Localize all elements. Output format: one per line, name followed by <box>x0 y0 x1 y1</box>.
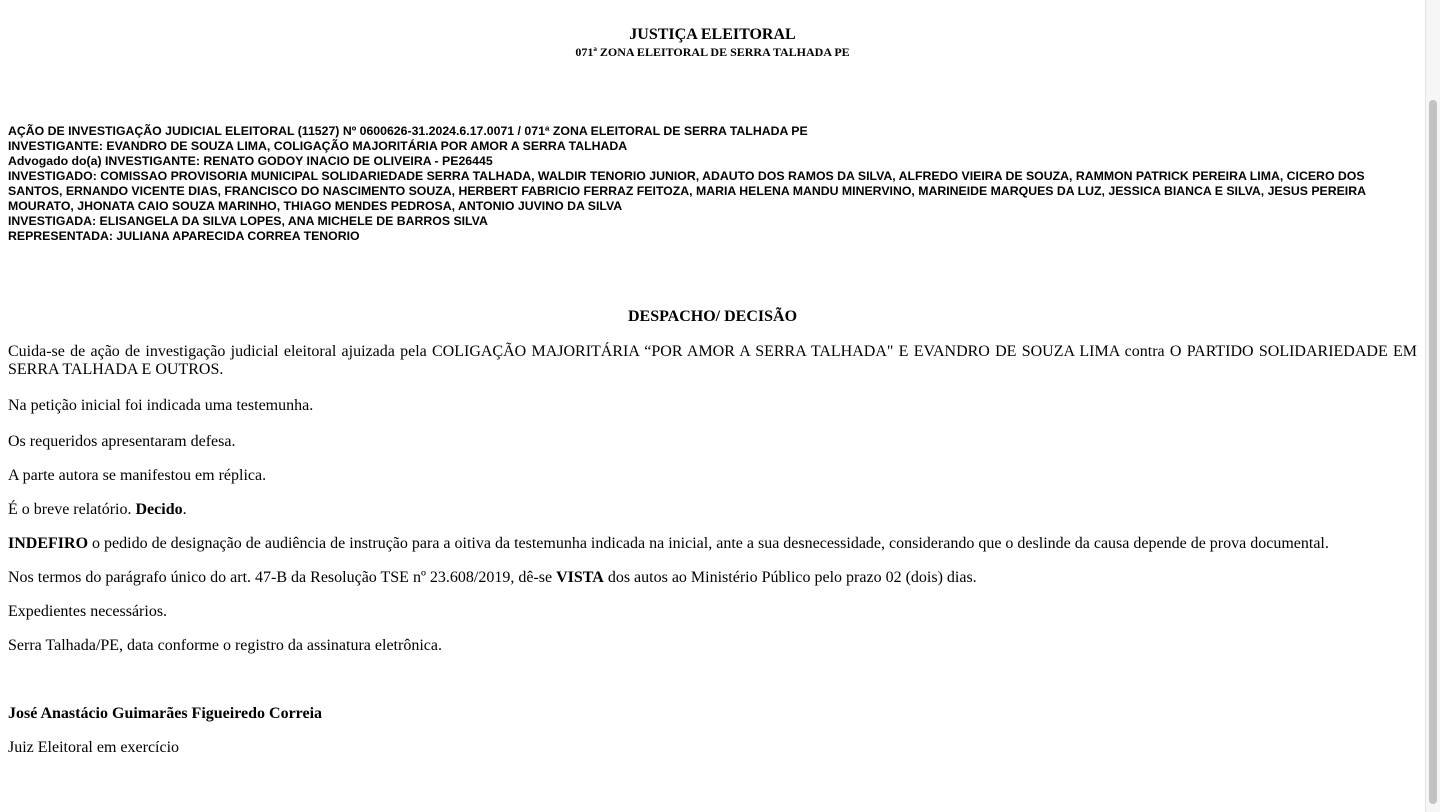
paragraph-witness: Na petição inicial foi indicada uma testemunha. <box>8 397 314 414</box>
plaintiff-lawyer: Advogado do(a) INVESTIGANTE: RENATO GODOY INACIO DE OLIVEIRA - PE26445 <box>8 154 493 168</box>
defendants-female: INVESTIGADA: ELISANGELA DA SILVA LOPES, ANA MICHELE DE BARROS SILVA <box>8 214 488 228</box>
paragraph-intro: Cuida-se de ação de investigação judicial eleitoral ajuizada pela COLIGAÇÃO MAJORITÁRIA “POR AMOR A SERRA TALHADA" E EVANDRO DE SOUZA LIMA contra O PARTIDO SOLIDARIEDADE EM SERRA TALHADA E OUTROS. <box>8 343 1417 378</box>
vista-bold: VISTA <box>556 569 604 586</box>
paragraph-place-date: Serra Talhada/PE, data conforme o registro da assinatura eletrônica. <box>8 637 442 654</box>
document-body <box>0 343 1425 757</box>
decido-bold: Decido <box>135 501 183 518</box>
defendants: INVESTIGADO: COMISSAO PROVISORIA MUNICIPAL SOLIDARIEDADE SERRA TALHADA, WALDIR TENORIO JUNIOR, ADAUTO DOS RAMOS DA SILVA, ALFREDO VIEIRA DE SOUZA, RAMMON PATRICK PEREIRA LIMA, CICERO DOS SANTOS, ERNANDO VICENTE DIAS, FRANCISCO DO NASCIMENTO SOUZA, HERBERT FABRICIO FERRAZ FEITOZA, MARIA HELENA MANDU MINERVINO, MARINEIDE MARQUES DA LUZ, JESSICA BIANCA E SILVA, JESUS PEREIRA MOURATO, JHONATA CAIO SOUZA MARINHO, THIAGO MENDES PEDROSA, ANTONIO JUVINO DA SILVA <box>8 169 1366 213</box>
court-name: JUSTIÇA ELEITORAL <box>629 26 796 43</box>
plaintiff: INVESTIGANTE: EVANDRO DE SOUZA LIMA, COLIGAÇÃO MAJORITÁRIA POR AMOR A SERRA TALHADA <box>8 139 628 153</box>
signature-name: José Anastácio Guimarães Figueiredo Correia <box>8 705 323 722</box>
indefiro-bold: INDEFIRO <box>8 535 89 552</box>
case-info <box>0 124 1425 244</box>
case-number: AÇÃO DE INVESTIGAÇÃO JUDICIAL ELEITORAL (11527) Nº 0600626-31.2024.6.17.0071 / 071ª ZONA ELEITORAL DE SERRA TALHADA PE <box>8 124 808 138</box>
document-title: DESPACHO/ DECISÃO <box>627 308 798 325</box>
scrollbar-thumb[interactable] <box>1429 100 1437 804</box>
paragraph-vista: Nos termos do parágrafo único do art. 47-B da Resolução TSE nº 23.608/2019, dê-se VISTA dos autos ao Ministério Público pelo prazo 02 (dois) dias. <box>8 569 977 586</box>
signature-role: Juiz Eleitoral em exercício <box>8 739 180 756</box>
paragraph-expedients: Expedientes necessários. <box>8 603 168 620</box>
electoral-zone: 071ª ZONA ELEITORAL DE SERRA TALHADA PE <box>575 45 850 59</box>
represented: REPRESENTADA: JULIANA APARECIDA CORREA TENORIO <box>8 229 360 243</box>
paragraph-defense: Os requeridos apresentaram defesa. <box>8 433 236 450</box>
vertical-scrollbar[interactable] <box>1425 0 1440 812</box>
document-header <box>0 26 1425 60</box>
paragraph-decision: INDEFIRO o pedido de designação de audiência de instrução para a oitiva da testemunha indicada na inicial, ante a sua desnecessidade, considerando que o deslinde da causa depende de prova documental. <box>8 535 1329 552</box>
paragraph-reply: A parte autora se manifestou em réplica. <box>8 467 267 484</box>
paragraph-report: É o breve relatório. Decido. <box>8 501 187 518</box>
